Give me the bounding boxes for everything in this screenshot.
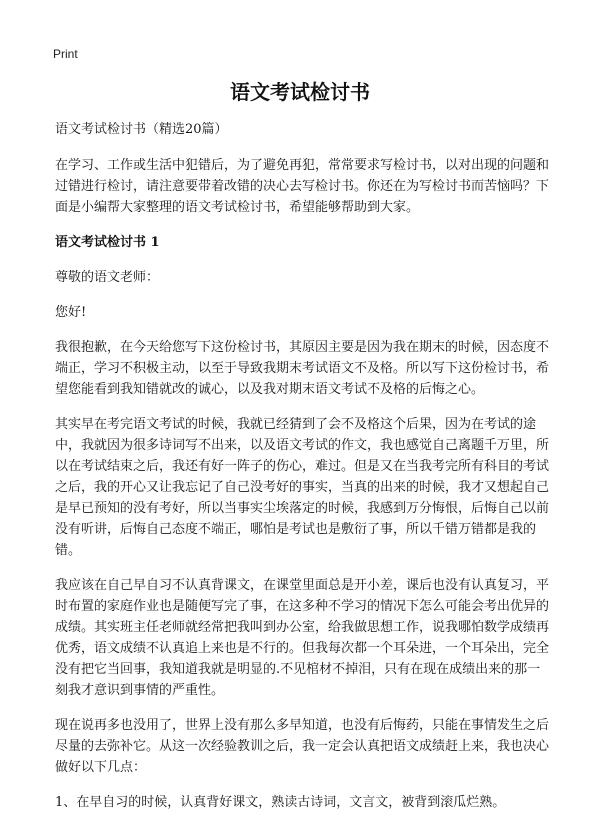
greeting: 您好! bbox=[55, 305, 87, 320]
body-paragraph: 我应该在自己早自习不认真背课文，在课堂里面总是开小差，课后也没有认真复习，平时布置的家庭作业也是随便写完了事，在这多种不学习的情况下怎么可能会考出优异的成绩。其实班主任老师就经常把我叫到办公室，给我做思想工作，说我哪怕数学成绩再优秀，语文成绩不认真追上来也是不行的。但我每次都一个耳朵进，一个耳朵出，完全没有把它当回事，我知道我就是明显的.不见棺材不掉泪，只有在现在成绩出来的那一刻我才意识到事情的严重性。 bbox=[55, 578, 550, 698]
list-item: 1、在早自习的时候，认真背好课文，熟读古诗词，文言文，被背到滚瓜烂熟。 bbox=[55, 795, 506, 810]
document-title: 语文考试检讨书 bbox=[230, 80, 370, 104]
body-paragraph: 其实早在考完语文考试的时候，我就已经猜到了会不及格这个后果，因为在考试的途中，我就因为很多诗词写不出来，以及语文考试的作文，我也感觉自己离题千万里，所以在考试结束之后，我还有好一阵子的伤心，难过。但是又在当我考完所有科目的考试之后，我的开心又让我忘记了自己没考好的事实，当真的出来的时候，我才又想起自己是早已预知的没有考好，所以当事实尘埃落定的时候，我感到万分悔恨，后悔自己以前没有听讲，后悔自己态度不端正，哪怕是考试也是敷衍了事，所以千错万错都是我的错。 bbox=[55, 417, 550, 558]
section-heading: 语文考试检讨书 1 bbox=[55, 235, 160, 250]
salutation: 尊敬的语文老师： bbox=[55, 270, 160, 285]
document-subtitle: 语文考试检讨书（精选20篇） bbox=[55, 122, 228, 137]
document-body bbox=[55, 119, 550, 827]
body-paragraph: 现在说再多也没用了，世界上没有那么多早知道，也没有后悔药，只能在事情发生之后尽量的去弥补它。从这一次经验教训之后，我一定会认真把语文成绩赶上来，我也决心做好以下几点： bbox=[55, 718, 550, 775]
intro-paragraph: 在学习、工作或生活中犯错后，为了避免再犯，常常要求写检讨书，以对出现的问题和过错进行检讨，请注意要带着改错的决心去写检讨书。你还在为写检讨书而苦恼吗？下面是小编帮大家整理的语文考试检讨书，希望能够帮助到大家。 bbox=[55, 158, 550, 215]
print-link[interactable]: Print bbox=[53, 47, 78, 61]
body-paragraph: 我很抱歉，在今天给您写下这份检讨书，其原因主要是因为我在期末的时候，因态度不端正，学习不积极主动，以至于导致我期末考试语文不及格。所以写下这份检讨书，希望您能看到我知错就改的诚心，以及我对期末语文考试不及格的后悔之心。 bbox=[55, 340, 550, 397]
